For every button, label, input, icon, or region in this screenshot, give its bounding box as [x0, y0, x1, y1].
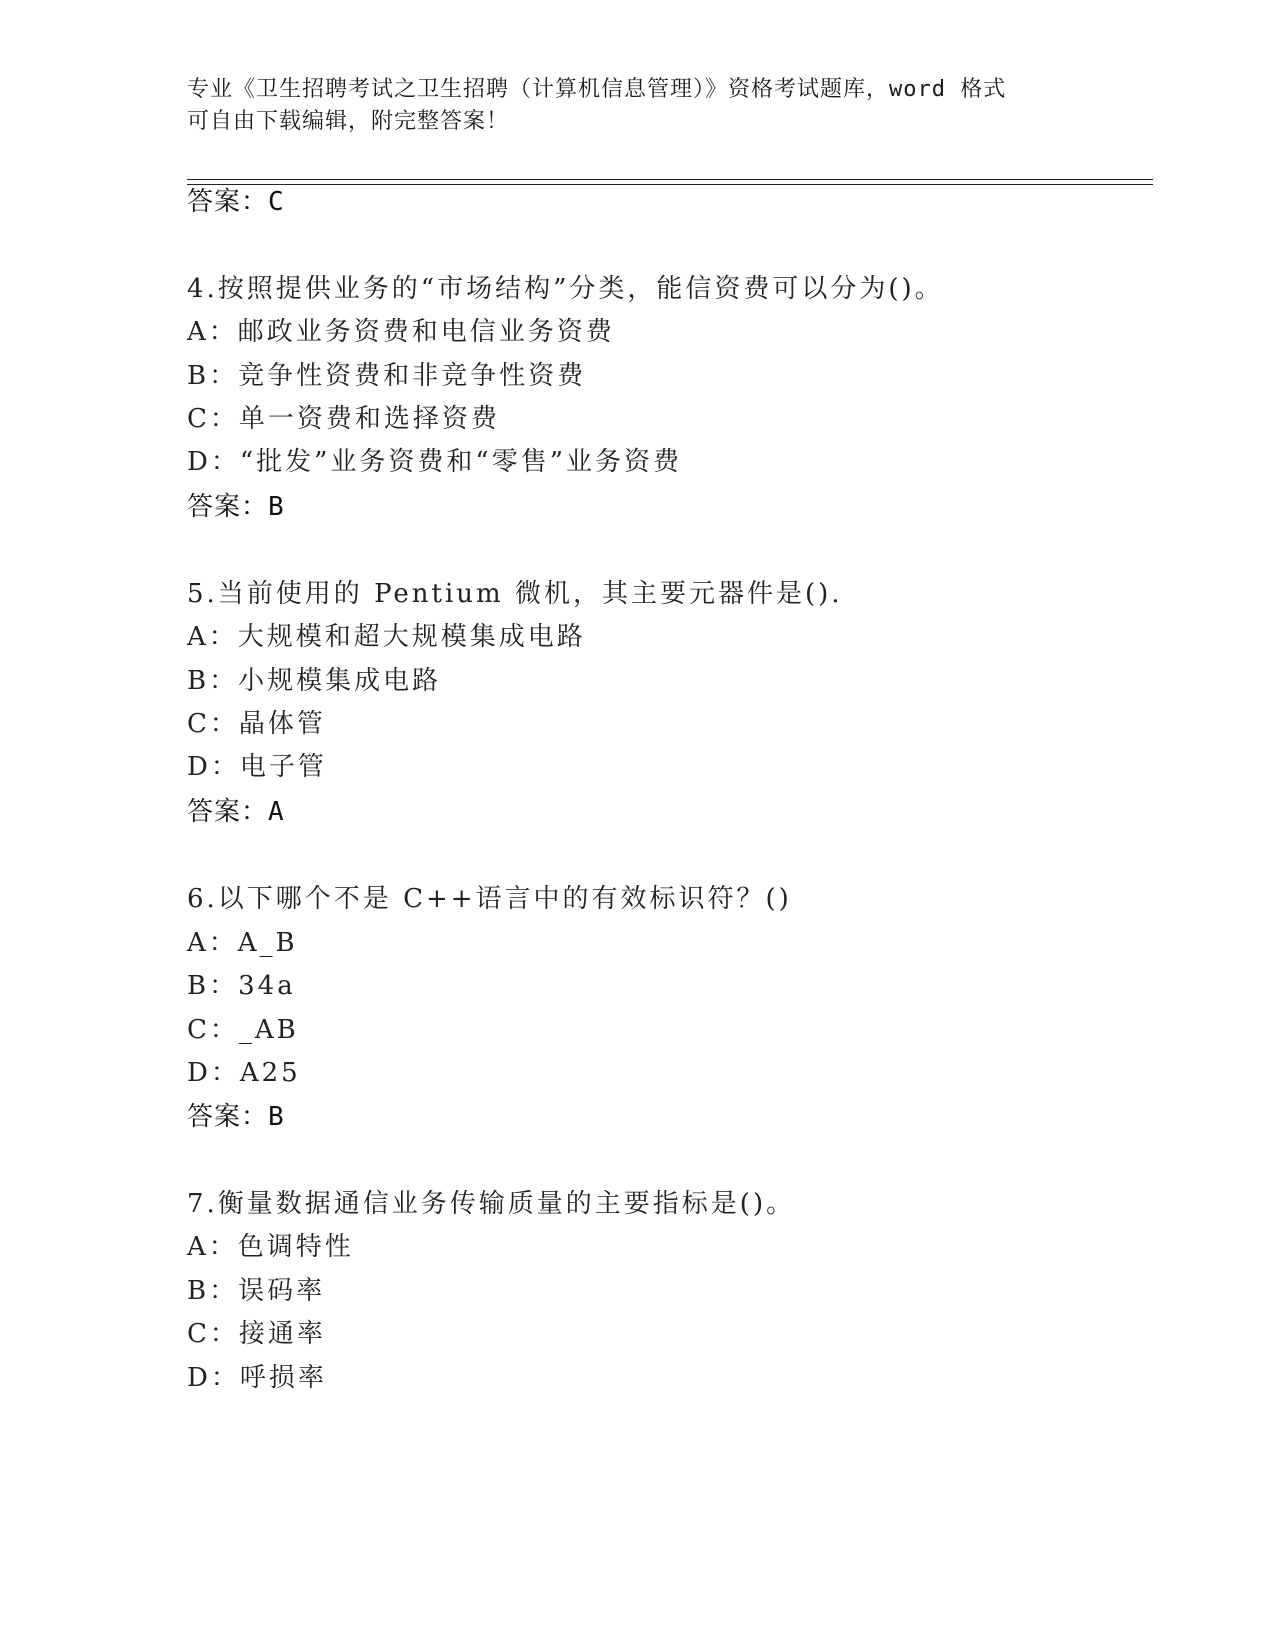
- question-5-option-b: B：小规模集成电路: [187, 666, 442, 696]
- question-4-option-d: D：“批发”业务资费和“零售”业务资费: [187, 447, 683, 477]
- question-7-text: 7.衡量数据通信业务传输质量的主要指标是()。: [187, 1189, 796, 1219]
- question-5-option-d: D：电子管: [187, 752, 327, 782]
- question-7-option-c: C：接通率: [187, 1319, 326, 1349]
- answer-line: 答案：C: [187, 187, 285, 217]
- question-4-option-c: C：单一资费和选择资费: [187, 404, 500, 434]
- question-5-answer: 答案：A: [187, 797, 285, 827]
- header-line-1: 专业《卫生招聘考试之卫生招聘（计算机信息管理）》资格考试题库，word 格式: [187, 77, 1007, 102]
- question-4-option-b: B：竞争性资费和非竞争性资费: [187, 361, 587, 391]
- question-4-text: 4.按照提供业务的“市场结构”分类，能信资费可以分为()。: [187, 274, 944, 304]
- header-divider-top: [187, 179, 1153, 180]
- question-6-option-d: D：A25: [187, 1058, 301, 1088]
- question-7-option-b: B：误码率: [187, 1276, 326, 1306]
- question-5-option-c: C：晶体管: [187, 709, 326, 739]
- question-6-answer: 答案：B: [187, 1102, 285, 1132]
- question-6-text: 6.以下哪个不是 C++语言中的有效标识符？(): [187, 884, 792, 914]
- question-6-option-a: A：A_B: [187, 928, 298, 958]
- header-line-2: 可自由下载编辑，附完整答案！: [187, 109, 510, 134]
- question-5-option-a: A：大规模和超大规模集成电路: [187, 622, 586, 652]
- question-6-option-c: C：_AB: [187, 1015, 299, 1045]
- document-header: [187, 74, 1087, 138]
- question-6-option-b: B：34a: [187, 971, 296, 1001]
- question-7-option-d: D：呼损率: [187, 1363, 327, 1393]
- header-divider-bottom: [187, 184, 1153, 185]
- question-4-answer: 答案：B: [187, 492, 285, 522]
- question-7-option-a: A：色调特性: [187, 1232, 354, 1262]
- question-4-option-a: A：邮政业务资费和电信业务资费: [187, 317, 615, 347]
- question-5-text: 5.当前使用的 Pentium 微机，其主要元器件是().: [187, 579, 843, 609]
